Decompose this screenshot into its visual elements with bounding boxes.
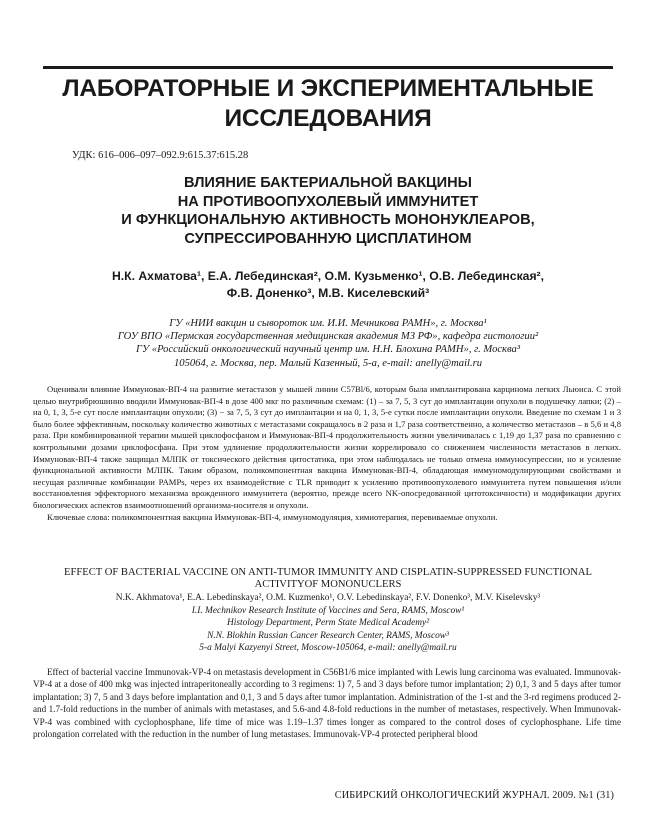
english-title-line: EFFECT OF BACTERIAL VACCINE ON ANTI-TUMOR IMMUNITY AND CISPLATIN-SUPPRESSED FUNCTIONAL (63, 567, 593, 578)
abstract-en (33, 666, 621, 740)
section-title (30, 74, 626, 134)
english-affiliation: Histology Department, Perm State Medical Academy² (226, 618, 430, 629)
english-affiliations (30, 605, 626, 654)
english-authors: N.K. Akhmatova¹, E.A. Lebedinskaya², O.M. Kuzmenko¹, O.V. Lebedinskaya², F.V. Donenko³, M.V. Kiselevsky³ (115, 593, 541, 603)
article-title (30, 174, 626, 248)
section-title-line: ЛАБОРАТОРНЫЕ И ЭКСПЕРИМЕНТАЛЬНЫЕ (62, 75, 594, 102)
article-title-line: И ФУНКЦИОНАЛЬНУЮ АКТИВНОСТЬ МОНОНУКЛЕАРОВ, (121, 212, 535, 228)
authors (30, 268, 626, 302)
udk-code: УДК: 616–006–097–092.9:615.37:615.28 (72, 150, 249, 161)
authors-line: Ф.В. Доненко³, М.В. Киселевский³ (226, 286, 430, 300)
english-affiliation-address: 5-a Malyi Kazyenyi Street, Moscow-105064, e-mail: anelly@mail.ru (199, 642, 457, 653)
english-affiliation: N.N. Blokhin Russian Cancer Research Center, RAMS, Moscow³ (207, 630, 449, 641)
affiliation: ГУ «Российский онкологический научный центр им. Н.Н. Блохина РАМН», г. Москва³ (135, 344, 521, 356)
abstract-en-text: Effect of bacterial vaccine Immunovak-VP-4 on metastasis development in C56B1/6 mice implanted with Lewis lung carcinoma was evaluated. Immunovak-VP-4 at a dose of 400 mkg was injected intraperitoneally according to 3 regimens: 1) 7, 5 and 3 days before tumor implantation; 2) 0,1, 3 and 5 days after tumor implantation; 3) 7, 5 and 3 days before implantation and 0,1, 3 and 5 days after tumor implantation. Administration of the 1-st and the 3-rd regimens produced 2- and 1.7-fold reductions in the number of animals with metastases, and 5.6-and 4.8-fold reductions in the number of metastases, respectively. When Immunovak-VP-4 was combined with cyclophosphane, life time of mice was 1.19–1.37 times longer as compared to the control doses of cyclophosphane. Life time prolongation correlated with the reduction in the number of lung metastases. Immunovak-VP-4 protected peripheral blood (33, 667, 621, 740)
abstract-ru (33, 384, 621, 523)
authors-line: Н.К. Ахматова¹, Е.А. Лебединская², О.М. Кузьменко¹, О.В. Лебединская², (111, 269, 545, 283)
section-title-line: ИССЛЕДОВАНИЯ (224, 105, 432, 132)
keywords-ru: Ключевые слова: поликомпонентная вакцина Иммуновак-ВП-4, иммуномодуляция, химиотерапия, перевиваемые опухоли. (47, 511, 498, 522)
affiliation-address: 105064, г. Москва, пер. Малый Казенный, 5-а, e-mail: anelly@mail.ru (173, 357, 483, 369)
article-title-line: ВЛИЯНИЕ БАКТЕРИАЛЬНОЙ ВАКЦИНЫ (184, 175, 472, 191)
english-title-line: ACTIVITYOF MONONUCLERS (254, 579, 402, 591)
journal-footer: СИБИРСКИЙ ОНКОЛОГИЧЕСКИЙ ЖУРНАЛ. 2009. №1 (31) (334, 790, 614, 801)
english-affiliation: I.I. Mechnikov Research Institute of Vaccines and Sera, RAMS, Moscow¹ (191, 606, 465, 616)
affiliation: ГУ «НИИ вакцин и сывороток им. И.И. Мечникова РАМН», г. Москва¹ (169, 318, 487, 329)
english-title (30, 567, 626, 592)
article-title-line: НА ПРОТИВООПУХОЛЕВЫЙ ИММУНИТЕТ (177, 193, 479, 210)
header-rule (43, 66, 613, 69)
affiliations (30, 317, 626, 370)
abstract-ru-text: Оценивали влияние Иммуновак-ВП-4 на развитие метастазов у мышей линии C57Bl/6, которым была имплантирована карцинома легких Льюиса. С этой целью внутрибрюшинно вводили Иммуновак-ВП-4 в дозе 400 мкг по различным схемам: (1) – за 7, 5, 3 сут до имплантации опухоли в подушечку лапки; (2) – на 0, 1, 3, 5-е сут после имплантации опухоли; (3) − за 7, 5, 3 сут до имплантации и на 0, 1, 3, 5-е сутки после имплантации опухоли. Введение по схемам 1 и 3 было более эффективным, поскольку количество животных с метастазами сокращалось в 2 раза и 1,7 раза соответственно, а количество метастазов – в 5,6 и 4,8 раза. При комбинированной терапии мышей циклофосфаном и Иммуновак-ВП-4 продолжительность жизни увеличивалась с 1,19 до 1,37 раза по сравнению с контрольными дозами циклофосфана. При этом удлинение продолжительности жизни коррелировало со снижением численности метастазов в легких. Иммуновак-ВП-4 также защищал МЛПК от токсического действия цитостатика, при этом наблюдалась не только отмена иммуносупрессии, но и усиление функциональной активности МЛПК. Таким образом, поликомпонентная вакцина Иммуновак-ВП-4, обладающая иммуномодулирующими свойствами и несущая различные комбинации PAMPs, через их взаимодействие с TLR приводит к усилению противоопухолевого иммунитета путем повышения и/или восстановления эффекторного механизма врожденного иммунитета (вероятно, прежде всего NK-опосредованной цитотоксичности) и модификации других биологических аспектов взаимоотношений организма-носителя и опухоли. (33, 384, 621, 510)
article-title-line: СУПРЕССИРОВАННУЮ ЦИСПЛАТИНОМ (184, 230, 472, 247)
affiliation: ГОУ ВПО «Пермская государственная медицинская академия МЗ РФ», кафедра гистологии² (117, 331, 539, 343)
